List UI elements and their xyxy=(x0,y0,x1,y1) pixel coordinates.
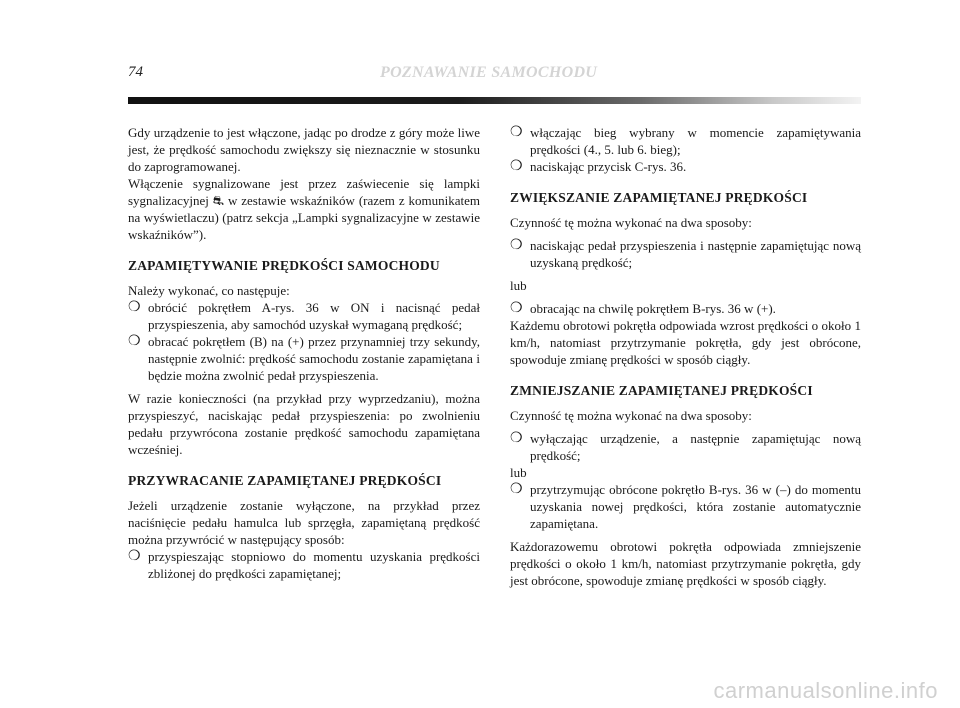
header-bar xyxy=(128,97,861,104)
list-item-text: naciskając przycisk C-rys. 36. xyxy=(530,159,687,174)
page-number: 74 xyxy=(128,64,143,80)
bullet-circle-icon: ❍ xyxy=(128,334,141,349)
list-item xyxy=(510,481,861,532)
heading-restoring-speed: PRZYWRACANIE ZAPAMIĘTANEJ PRĘDKOŚCI xyxy=(128,473,442,488)
right-column xyxy=(510,124,861,595)
list-item-text: przyspieszając stopniowo do momentu uzyskania prędkości zbliżonej do prędkości zapamiętanej; xyxy=(148,549,480,581)
cruise-control-icon: ⛐ xyxy=(212,193,225,208)
bullet-circle-icon: ❍ xyxy=(510,431,523,446)
bullet-circle-icon: ❍ xyxy=(510,238,523,253)
bullet-circle-icon: ❍ xyxy=(510,159,523,174)
bullet-circle-icon: ❍ xyxy=(510,482,523,497)
list-item xyxy=(510,237,861,271)
list-item-text: obracać pokrętłem (B) na (+) przez przynamniej trzy sekundy, następnie zwolnić: prędkość samochodu zostanie zapamiętana i będzie można zwolnić pedał przyspieszenia. xyxy=(148,334,480,383)
list-item xyxy=(128,299,480,333)
increasing-option-2 xyxy=(510,300,861,317)
list-item-text: wyłączając urządzenie, a następnie zapamiętując nową prędkość; xyxy=(530,431,861,463)
decreasing-option-2 xyxy=(510,481,861,532)
bullet-circle-icon: ❍ xyxy=(510,125,523,140)
watermark: carmanualsonline.info xyxy=(713,678,938,703)
intro-paragraph-2-end: w zestawie wskaźników (razem z komunikatem na wyświetlaczu) (patrz sekcja „Lampki sygnalizacyjne w zestawie wskaźników”). xyxy=(128,193,480,242)
memorizing-intro: Należy wykonać, co następuje: xyxy=(128,283,290,298)
list-item xyxy=(128,333,480,384)
intro-paragraph-1: Gdy urządzenie to jest włączone, jadąc po drodze z góry może liwe jest, że prędkość samochodu zwiększy się nieznacznie w stosunku do zaprogramowanej. xyxy=(128,125,480,174)
increasing-intro: Czynność tę można wykonać na dwa sposoby: xyxy=(510,215,752,230)
list-item xyxy=(510,158,861,175)
bullet-circle-icon: ❍ xyxy=(128,300,141,315)
restoring-steps-continued xyxy=(510,124,861,175)
list-item xyxy=(510,430,861,464)
decreasing-option-1 xyxy=(510,430,861,464)
increasing-note: Każdemu obrotowi pokrętła odpowiada wzrost prędkości o około 1 km/h, natomiast przytrzymanie pokrętła, gdy jest obrócone, spowoduje zmianę prędkości w sposób ciągły. xyxy=(510,318,861,367)
intro-paragraph-2 xyxy=(128,175,480,243)
list-item xyxy=(510,300,861,317)
restoring-paragraph: Jeżeli urządzenie zostanie wyłączone, na przykład przez naciśnięcie pedału hamulca lub sprzęgła, zapamiętaną prędkość można przywrócić w następujący sposób: xyxy=(128,498,480,547)
heading-increasing-speed: ZWIĘKSZANIE ZAPAMIĘTANEJ PRĘDKOŚCI xyxy=(510,190,808,205)
heading-memorizing-speed: ZAPAMIĘTYWANIE PRĘDKOŚCI SAMOCHODU xyxy=(128,258,440,273)
list-item-text: naciskając pedał przyspieszenia i następnie zapamiętując nową uzyskaną prędkość; xyxy=(530,238,861,270)
list-item xyxy=(510,124,861,158)
left-column xyxy=(128,124,480,588)
section-title: POZNAWANIE SAMOCHODU xyxy=(380,64,598,81)
bullet-circle-icon: ❍ xyxy=(128,549,141,564)
memorizing-steps xyxy=(128,299,480,384)
intro-paragraph-2-start: Włączenie sygnalizowane jest przez zaświecenie się lampki sygnalizacyjnej xyxy=(128,176,480,208)
or-label: lub xyxy=(510,278,527,293)
list-item xyxy=(128,548,480,582)
list-item-text: obracając na chwilę pokrętłem B-rys. 36 w (+). xyxy=(530,301,776,316)
heading-decreasing-speed: ZMNIEJSZANIE ZAPAMIĘTANEJ PRĘDKOŚCI xyxy=(510,383,813,398)
list-item-text: przytrzymując obrócone pokrętło B-rys. 36 w (–) do momentu uzyskania nowej prędkości, która zostanie automatycznie zapamiętana. xyxy=(530,482,861,531)
decreasing-intro: Czynność tę można wykonać na dwa sposoby: xyxy=(510,408,752,423)
memorizing-note: W razie konieczności (na przykład przy wyprzedzaniu), można przyspieszyć, naciskając pedał przyspieszenia: po zwolnieniu pedału przywrócona zostanie prędkość samochodu zapamiętana wcześniej. xyxy=(128,391,480,457)
list-item-text: włączając bieg wybrany w momencie zapamiętywania prędkości (4., 5. lub 6. bieg); xyxy=(530,125,861,157)
list-item-text: obrócić pokrętłem A-rys. 36 w ON i nacisnąć pedał przyspieszenia, aby samochód uzyskał wymaganą prędkość; xyxy=(148,300,480,332)
restoring-steps xyxy=(128,548,480,582)
decreasing-note: Każdorazowemu obrotowi pokrętła odpowiada zmniejszenie prędkości o około 1 km/h, natomiast przytrzymanie pokrętła, gdy jest obrócone, spowoduje zmianę prędkości w sposób ciągły. xyxy=(510,539,861,588)
or-label: lub xyxy=(510,465,527,480)
increasing-option-1 xyxy=(510,237,861,271)
bullet-circle-icon: ❍ xyxy=(510,301,523,316)
